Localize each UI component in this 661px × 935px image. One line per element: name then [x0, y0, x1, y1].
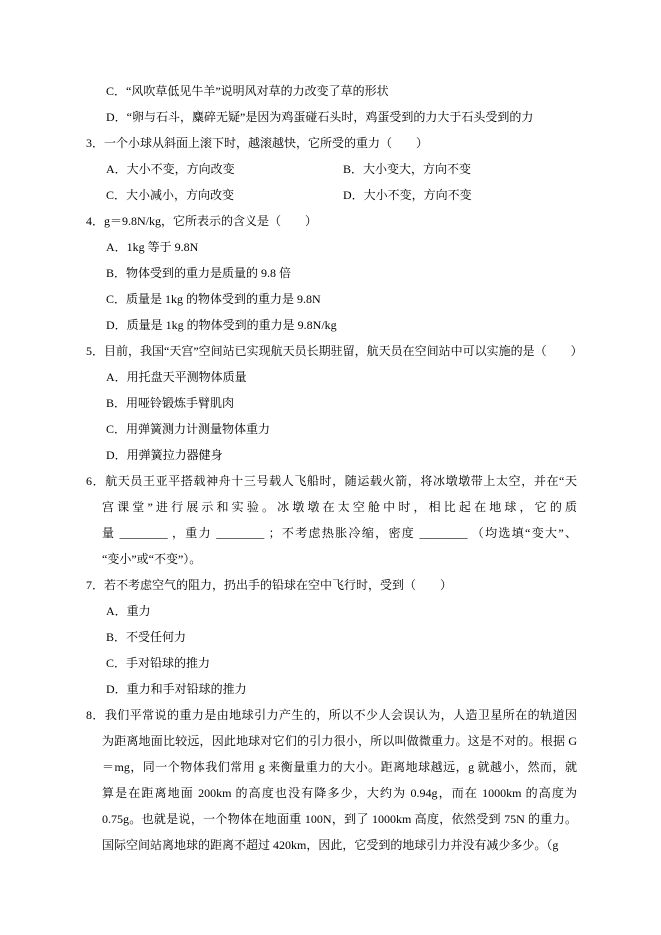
q3-option-c: C．大小减小，方向改变	[106, 188, 235, 202]
q3-option-b: B．大小变大，方向不变	[343, 162, 472, 176]
q5-option-d: D．用弹簧拉力器健身	[106, 448, 223, 462]
q7-option-c: C．手对铅球的推力	[106, 656, 211, 670]
q3-options-row-ab	[86, 156, 577, 182]
q4-option-b: B．物体受到的重力是质量的 9.8 倍	[106, 266, 292, 280]
q4-option-c: C．质量是 1kg 的物体受到的重力是 9.8N	[106, 292, 321, 306]
q3-stem: 3．一个小球从斜面上滚下时，越滚越快，它所受的重力（ ）	[86, 136, 429, 150]
q8-stem-line-4: 算是在距离地面 200km 的高度也没有降多少，大约为 0.94g，而在 1000km 的高度为	[102, 786, 577, 800]
q8-stem-line-1: 8．我们平常说的重力是由地球引力产生的，所以不少人会误认为，人造卫星所在的轨道因	[86, 708, 577, 722]
q7-option-b: B．不受任何力	[106, 630, 187, 644]
q6-stem-line-4: “变小”或“不变”）。	[102, 552, 202, 566]
q7-stem: 7．若不考虑空气的阻力，扔出手的铅球在空中飞行时，受到（ ）	[86, 578, 453, 592]
q6-stem-line-1: 6．航天员王亚平搭载神舟十三号载人飞船时，随运载火箭，将冰墩墩带上太空，并在“天	[86, 474, 577, 488]
q4-stem: 4．g＝9.8N/kg，它所表示的含义是（ ）	[86, 214, 318, 228]
q7-option-d: D．重力和手对铅球的推力	[106, 682, 247, 696]
q3-option-a: A．大小不变，方向改变	[106, 162, 235, 176]
q7-option-a: A．重力	[106, 604, 151, 618]
q4-option-d: D．质量是 1kg 的物体受到的重力是 9.8N/kg	[106, 318, 337, 332]
q5-option-c: C．用弹簧测力计测量物体重力	[106, 422, 271, 436]
q2-option-c: C．“风吹草低见牛羊”说明风对草的力改变了草的形状	[106, 84, 389, 98]
q3-options-row-cd	[86, 182, 577, 208]
q5-option-b: B．用哑铃锻炼手臂肌肉	[106, 396, 235, 410]
q8-stem-line-5: 0.75g。也就是说，一个物体在地面重 100N，到了 1000km 高度，依然受到 75N 的重力。	[102, 812, 577, 826]
q2-option-d: D．“卵与石斗，麋碎无疑”是因为鸡蛋碰石头时，鸡蛋受到的力大于石头受到的力	[106, 110, 534, 124]
q6-stem-line-2: 宫课堂”进行展示和实验。冰墩墩在太空舱中时，相比起在地球，它的质	[102, 500, 577, 514]
q8-stem-line-2: 为距离地面比较远，因此地球对它们的引力很小，所以叫做微重力。这是不对的。根据 G	[102, 734, 577, 748]
q4-option-a: A．1kg 等于 9.8N	[106, 240, 199, 254]
q8-stem-line-6: 国际空间站离地球的距离不超过 420km，因此，它受到的地球引力并没有减少多少。（g	[102, 838, 559, 852]
q5-stem: 5．目前，我国“天宫”空间站已实现航天员长期驻留，航天员在空间站中可以实施的是（ ）	[86, 344, 583, 358]
q6-stem-line-3-fill-blanks: 量 ________ ，重力 ________ ；不考虑热胀冷缩，密度 ________ （均选填“变大”、	[102, 526, 577, 540]
q5-option-a: A．用托盘天平测物体质量	[106, 370, 247, 384]
q8-stem-line-3: ＝mg，同一个物体我们常用 g 来衡量重力的大小。距离地球越远，g 就越小，然而，就	[102, 760, 577, 774]
q3-option-d: D．大小不变，方向不变	[343, 188, 472, 202]
